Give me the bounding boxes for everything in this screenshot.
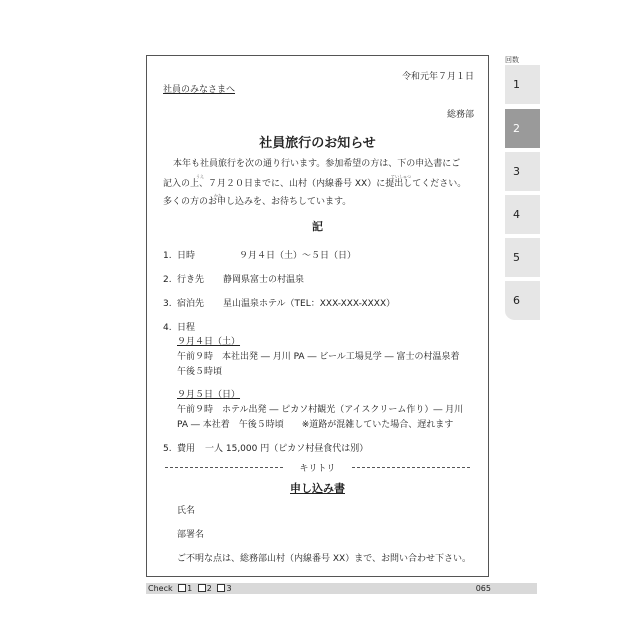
tab-4[interactable]: [505, 195, 540, 235]
form-title: 申し込み書: [290, 482, 345, 495]
check-box-3[interactable]: [217, 584, 225, 592]
form-dept-label: 部署名: [177, 530, 205, 540]
item-2-num: 2.: [163, 275, 172, 285]
ki-heading: 記: [312, 220, 323, 233]
tab-6-label: 6: [513, 294, 520, 307]
check-group: [148, 583, 232, 594]
item-4-num: 4.: [163, 323, 172, 333]
item-2-label: 行き先: [177, 275, 205, 285]
cut-label: キリトリ: [299, 464, 336, 474]
tab-1[interactable]: [505, 65, 540, 105]
item-5-value: 一人 15,000 円（ピカソ村昼食代は別）: [205, 444, 369, 454]
item-3-num: 3.: [163, 299, 172, 309]
check-label-2: 2: [206, 584, 212, 593]
body-line-3: 多くの方のお申し込みを、お待ちしています。: [163, 197, 352, 207]
letter-date: 令和元年７月１日: [401, 72, 474, 82]
item-1-value: ９月４日（土）〜５日（日）: [239, 251, 357, 261]
item-3-value: 星山温泉ホテル（TEL：XXX-XXX-XXXX）: [223, 299, 396, 309]
tab-4-label: 4: [513, 208, 520, 221]
check-box-1[interactable]: [178, 584, 186, 592]
schedule-day1-label: ９月４日（土）: [177, 337, 241, 347]
item-2-value: 静岡県富士の村温泉: [223, 275, 305, 285]
check-label-3: 3: [226, 584, 232, 593]
tabs-header: 回数: [505, 56, 519, 64]
cut-line: [165, 461, 470, 473]
item-5-label: 費用: [177, 444, 196, 454]
tab-3[interactable]: [505, 152, 540, 192]
body-line-1: 本年も社員旅行を次の通り行います。参加希望の方は、下の申込書にご: [173, 159, 461, 169]
item-5-num: 5.: [163, 444, 172, 454]
contact-note: ご不明な点は、総務部山村（内線番号 XX）まで、お問い合わせ下さい。: [177, 554, 472, 564]
letter-title: 社員旅行のお知らせ: [259, 136, 376, 151]
tab-5-label: 5: [513, 251, 520, 264]
cut-dash-right: [352, 467, 470, 468]
document-frame: [146, 55, 489, 577]
check-label: Check: [148, 584, 173, 593]
tab-3-label: 3: [513, 165, 520, 178]
schedule-day2-line1: 午前９時 ホテル出発 ― ピカソ村観光（アイスクリーム作り）― 月川: [177, 405, 464, 415]
schedule-day2-line2: PA ― 本社着 午後５時頃 ※道路が混雑していた場合、遅れます: [177, 420, 454, 430]
item-1-num: 1.: [163, 251, 172, 261]
tab-1-label: 1: [513, 78, 520, 91]
schedule-day1-line1: 午前９時 本社出発 ― 月川 PA ― ビール工場見学 ― 富士の村温泉着: [177, 352, 460, 362]
letter-recipient: 社員のみなさまへ: [163, 85, 236, 95]
item-1-label: 日時: [177, 251, 196, 261]
tab-6[interactable]: [505, 281, 540, 321]
item-4-label: 日程: [177, 323, 196, 333]
check-label-1: 1: [187, 584, 193, 593]
schedule-day2-label: ９月５日（日）: [177, 390, 241, 400]
body-line-2: 記入の上、７月２０日までに、山村（内線番号 XX）に提出してください。: [163, 179, 467, 189]
schedule-day1-line2: 午後５時頃: [177, 367, 223, 377]
letter-department: 総務部: [446, 110, 474, 120]
check-box-2[interactable]: [198, 584, 206, 592]
page-number: 065: [475, 584, 491, 593]
ruby-kata: かた: [214, 193, 222, 198]
item-3-label: 宿泊先: [177, 299, 205, 309]
ruby-teishutsu: ていしゅつ: [391, 174, 411, 179]
tab-2-label: 2: [513, 122, 520, 135]
form-name-label: 氏名: [177, 506, 196, 516]
tab-5[interactable]: [505, 238, 540, 278]
ruby-ue: うえ: [196, 174, 204, 179]
footer-bar: [146, 583, 537, 594]
tab-2[interactable]: [505, 109, 540, 149]
